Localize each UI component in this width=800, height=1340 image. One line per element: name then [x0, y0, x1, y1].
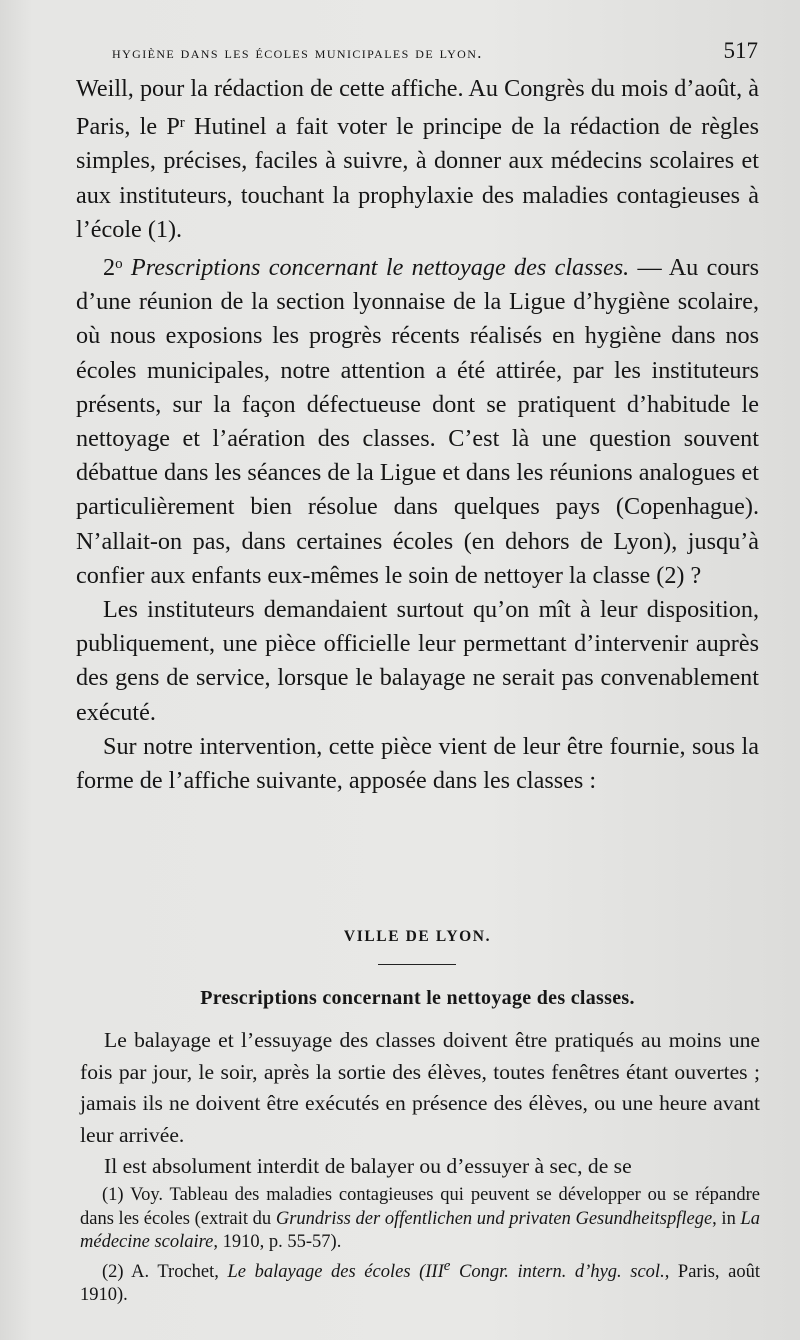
notice-paragraph-2: Il est absolument interdit de balayer ou d’essuyer à sec, de se — [104, 1154, 632, 1178]
footnotes — [80, 1184, 760, 1308]
footnote-2: (2) A. Trochet, Le balayage des écoles (IIIe Congr. intern. d’hyg. scol., Paris, août 1910). — [80, 1257, 761, 1305]
notice-paragraph-1: Le balayage et l’essuyage des classes doivent être pratiqués au moins une fois par jour, le soir, après la sortie des élèves, toutes fenêtres étant ouvertes ; jamais ils ne doivent être exécutés en présence des élèves, ou une heure avant leur arrivée. — [80, 1028, 760, 1147]
running-title: hygiène dans les écoles municipales de lyon. — [112, 43, 483, 62]
paragraph-congress: Weill, pour la rédaction de cette affiche. Au Congrès du mois d’août, à Paris, le $P^r$ Hutinel a fait voter le principe de la rédaction de règles simples, précises, faciles à suivre, à donner aux médecins scolaires et aux instituteurs, touchant la prophylaxie des maladies contagieuses à l’école (1). — [76, 75, 759, 243]
paragraph-prescriptions: 2$^o$ Prescriptions concernant le nettoyage des classes. — Au cours d’une réunion de la section lyonnaise de la Ligue d’hygiène scolaire, où nous exposions les progrès récents réalisés en hygiène dans nos écoles municipales, notre attention a été attirée, par les instituteurs présents, sur la façon défectueuse dont se pratiquent d’habitude le nettoyage et l’aération des classes. C’est là une question souvent débattue dans les séances de la Ligue et dans les réunions analogues et particulièrement bien résolue dans quelques pays (Copenhague). N’allait-on pas, dans certaines écoles (en dehors de Lyon), jusqu’à confier aux enfants eux-mêmes le soin de nettoyer la classe (2) ? — [76, 254, 759, 589]
paragraph-intervention: Sur notre intervention, cette pièce vient de leur être fournie, sous la forme de l’affiche suivante, apposée dans les classes : — [76, 732, 759, 795]
main-text — [76, 72, 759, 798]
divider-rule — [378, 964, 456, 965]
notice-title: Prescriptions concernant le nettoyage des classes. — [200, 987, 635, 1009]
page-header — [112, 38, 758, 64]
section-title-italic: Prescriptions concernant le nettoyage des classes. — [122, 254, 630, 282]
footnote-1: (1) Voy. Tableau des maladies contagieuses qui peuvent se développer ou se répandre dans les écoles (extrait du Grundriss der offentlichen und privaten Gesundheitspflege, in La médecine scolaire, 1910, p. 55-57). — [80, 1185, 761, 1252]
notice-text — [80, 1025, 760, 1183]
page-number: 517 — [723, 38, 758, 63]
paragraph-instituteurs: Les instituteurs demandaient surtout qu’on mît à leur disposition, publiquement, une pièce officielle leur permettant d’intervenir auprès des gens de service, lorsque le balayage ne serait pas convenablement exécuté. — [76, 596, 759, 726]
notice-city: VILLE DE LYON. — [343, 928, 492, 945]
